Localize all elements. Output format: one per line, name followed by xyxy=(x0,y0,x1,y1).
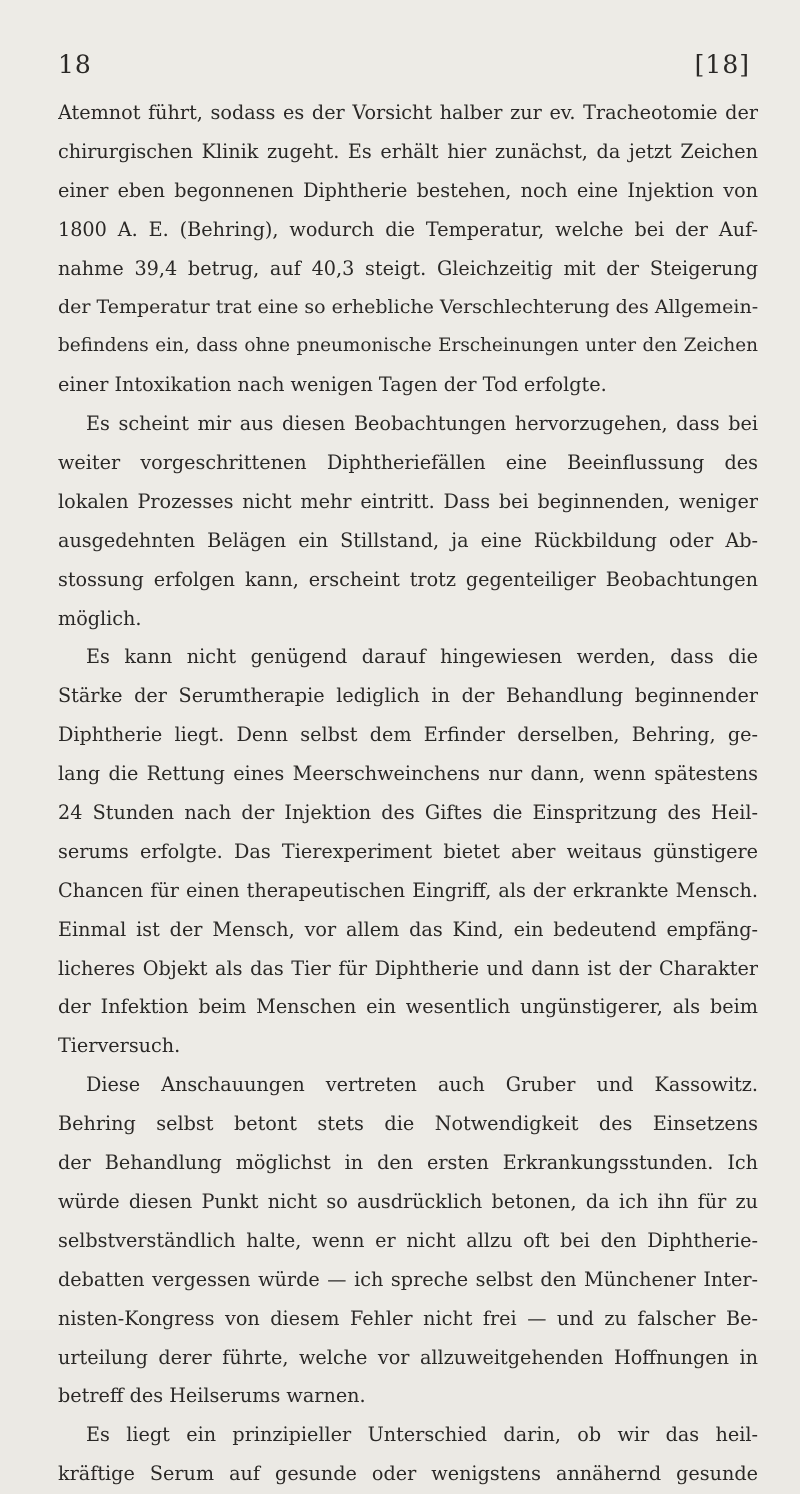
text-line: der Behandlung möglichst in den ersten Erkrankungsstunden. Ich xyxy=(58,1151,758,1175)
text-line: lokalen Prozesses nicht mehr eintritt. Dass bei beginnenden, weniger xyxy=(58,489,758,513)
text-line: debatten vergessen würde — ich spreche selbst den Münchener Inter- xyxy=(58,1267,758,1291)
text-line: Es scheint mir aus diesen Beobachtungen hervorzugehen, dass bei xyxy=(86,412,758,436)
page-reference: [18] xyxy=(694,50,750,79)
text-line: möglich. xyxy=(58,606,142,630)
text-line: urteilung derer führte, welche vor allzuweitgehenden Hoffnungen in xyxy=(58,1345,758,1369)
text-line: chirurgischen Klinik zugeht. Es erhält hier zunächst, da jetzt Zeichen xyxy=(58,139,758,163)
text-line: stossung erfolgen kann, erscheint trotz gegenteiliger Beobachtungen xyxy=(58,567,758,591)
text-line: serums erfolgte. Das Tierexperiment bietet aber weitaus günstigere xyxy=(58,839,758,863)
text-line: der Temperatur trat eine so erhebliche Verschlechterung des Allgemein- xyxy=(58,296,758,319)
text-line: Diese Anschauungen vertreten auch Gruber und Kassowitz. xyxy=(86,1073,758,1097)
text-line: kräftige Serum auf gesunde oder wenigstens annähernd gesunde xyxy=(58,1462,758,1486)
text-line: Es liegt ein prinzipieller Unterschied darin, ob wir das heil- xyxy=(86,1423,758,1447)
text-line: einer eben begonnenen Diphtherie bestehen, noch eine Injektion von xyxy=(58,178,758,202)
text-line: 1800 A. E. (Behring), wodurch die Temperatur, welche bei der Auf- xyxy=(58,217,758,241)
text-line: Stärke der Serumtherapie lediglich in der Behandlung beginnender xyxy=(58,684,758,708)
text-line: befindens ein, dass ohne pneumonische Erscheinungen unter den Zeichen xyxy=(58,335,758,357)
text-line: betreff des Heilserums warnen. xyxy=(58,1384,366,1408)
text-line: lang die Rettung eines Meerschweinchens nur dann, wenn spätestens xyxy=(58,762,758,786)
page-header xyxy=(58,50,750,86)
text-line: Diphtherie liegt. Denn selbst dem Erfinder derselben, Behring, ge- xyxy=(58,723,758,747)
text-line: ausgedehnten Belägen ein Stillstand, ja eine Rückbildung oder Ab- xyxy=(58,528,758,552)
text-line: würde diesen Punkt nicht so ausdrücklich betonen, da ich ihn für zu xyxy=(58,1189,758,1213)
text-line: Atemnot führt, sodass es der Vorsicht halber zur ev. Tracheotomie der xyxy=(58,101,758,124)
body-text xyxy=(58,94,758,1494)
text-line: weiter vorgeschrittenen Diphtheriefällen eine Beeinflussung des xyxy=(58,451,758,475)
text-line: licheres Objekt als das Tier für Diphtherie und dann ist der Charakter xyxy=(58,956,758,980)
text-line: Behring selbst betont stets die Notwendigkeit des Einsetzens xyxy=(58,1112,758,1136)
text-line: Tierversuch. xyxy=(58,1034,181,1058)
page-number: 18 xyxy=(58,50,92,79)
text-line: selbstverständlich halte, wenn er nicht allzu oft bei den Diphtherie- xyxy=(58,1228,758,1252)
text-line: nisten-Kongress von diesem Fehler nicht frei — und zu falscher Be- xyxy=(58,1306,758,1330)
text-line: Es kann nicht genügend darauf hingewiesen werden, dass die xyxy=(86,645,758,669)
text-line: einer Intoxikation nach wenigen Tagen der Tod erfolgte. xyxy=(58,373,607,397)
text-line: nahme 39,4 betrug, auf 40,3 steigt. Gleichzeitig mit der Steigerung xyxy=(58,256,758,280)
text-line: Chancen für einen therapeutischen Eingriff, als der erkrankte Mensch. xyxy=(58,878,758,902)
text-line: Einmal ist der Mensch, vor allem das Kind, ein bedeutend empfäng- xyxy=(58,917,758,941)
text-line: der Infektion beim Menschen ein wesentlich ungünstigerer, als beim xyxy=(58,995,758,1019)
text-line: 24 Stunden nach der Injektion des Giftes die Einspritzung des Heil- xyxy=(58,801,758,825)
